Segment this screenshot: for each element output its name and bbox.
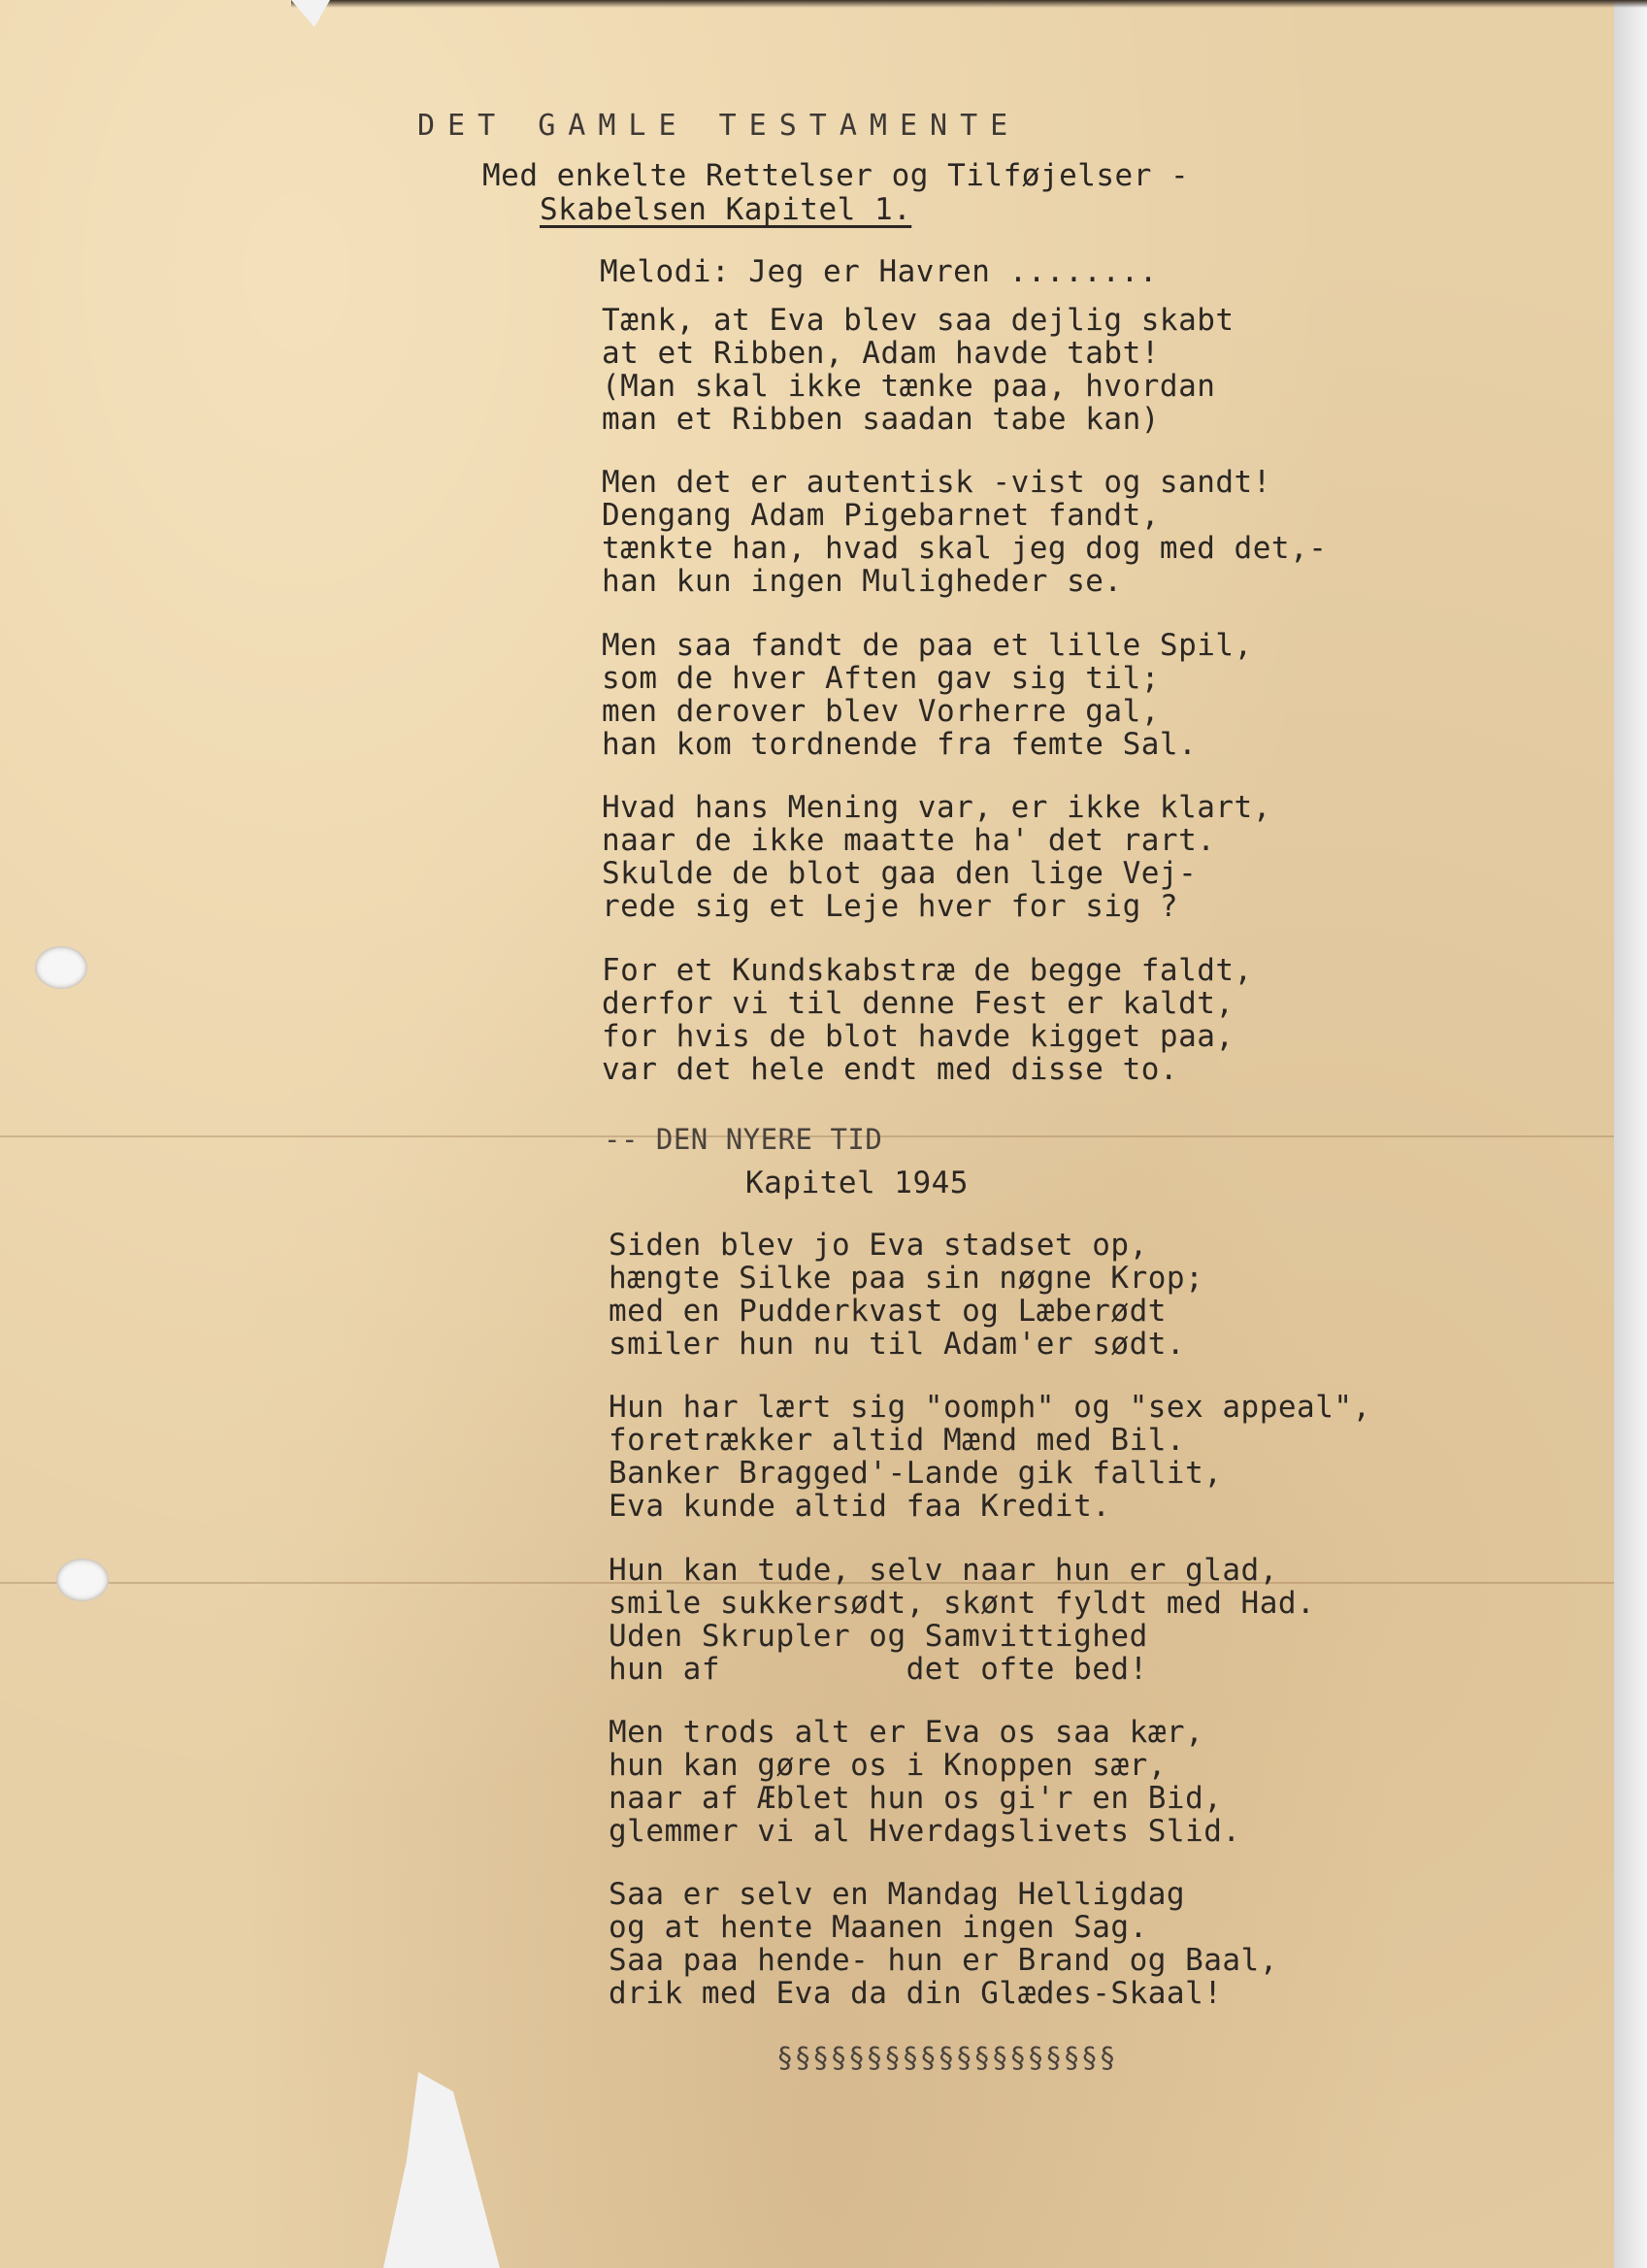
verse-line: Men saa fandt de paa et lille Spil,: [602, 628, 1253, 663]
verse-line: naar af Æblet hun os gi'r en Bid,: [609, 1781, 1223, 1816]
verse-line: Eva kunde altid faa Kredit.: [609, 1489, 1111, 1524]
verse-line: Saa er selv en Mandag Helligdag: [609, 1877, 1186, 1912]
section-heading: -- DEN NYERE TID: [604, 1123, 883, 1156]
verse-line: man et Ribben saadan tabe kan): [602, 402, 1160, 437]
verse-line: Men trods alt er Eva os saa kær,: [609, 1715, 1204, 1750]
verse-line: rede sig et Leje hver for sig ?: [602, 889, 1179, 924]
verse-line: som de hver Aften gav sig til;: [602, 661, 1160, 696]
verse-line: Dengang Adam Pigebarnet fandt,: [602, 498, 1160, 533]
stanza: [602, 954, 1253, 1086]
verse-line: Banker Bragged'-Lande gik fallit,: [609, 1456, 1223, 1491]
verse-line: derfor vi til denne Fest er kaldt,: [602, 986, 1235, 1021]
verse-line: (Man skal ikke tænke paa, hvordan: [602, 369, 1216, 404]
verse-line: smile sukkersødt, skønt fyldt med Had.: [609, 1586, 1316, 1621]
verse-line: Hvad hans Mening var, er ikke klart,: [602, 790, 1271, 825]
verse-line: for hvis de blot havde kigget paa,: [602, 1019, 1235, 1054]
verse-line: hun af det ofte bed!: [609, 1652, 1148, 1687]
section-chapter: Kapitel 1945: [745, 1166, 969, 1200]
verse-line: Siden blev jo Eva stadset op,: [609, 1228, 1148, 1263]
verse-line: med en Pudderkvast og Læberødt: [609, 1294, 1167, 1329]
document-subtitle: Med enkelte Rettelser og Tilføjelser -: [482, 158, 1190, 193]
verse-line: at et Ribben, Adam havde tabt!: [602, 336, 1160, 371]
stanza: [602, 304, 1235, 436]
document-title: DET GAMLE TESTAMENTE: [417, 109, 1021, 143]
verse-line: tænkte han, hvad skal jeg dog med det,-: [602, 531, 1328, 566]
verse-line: var det hele endt med disse to.: [602, 1052, 1179, 1087]
stanza: [609, 1554, 1315, 1686]
chapter-heading: Skabelsen Kapitel 1.: [540, 192, 912, 227]
verse-line: glemmer vi al Hverdagslivets Slid.: [609, 1814, 1241, 1849]
stanza: [609, 1391, 1371, 1523]
verse-line: foretrækker altid Mænd med Bil.: [609, 1423, 1186, 1458]
verse-line: Hun kan tude, selv naar hun er glad,: [609, 1553, 1278, 1588]
verse-line: men derover blev Vorherre gal,: [602, 694, 1160, 729]
melody-line: Melodi: Jeg er Havren ........: [600, 254, 1158, 289]
verse-line: han kom tordnende fra femte Sal.: [602, 727, 1198, 762]
verse-line: smiler hun nu til Adam'er sødt.: [609, 1327, 1186, 1362]
verse-line: Tænk, at Eva blev saa dejlig skabt: [602, 303, 1235, 338]
verse-line: Uden Skrupler og Samvittighed: [609, 1619, 1148, 1654]
verse-line: Saa paa hende- hun er Brand og Baal,: [609, 1943, 1278, 1978]
verse-line: For et Kundskabstræ de begge faldt,: [602, 953, 1253, 988]
stanza: [602, 791, 1271, 923]
verse-line: han kun ingen Muligheder se.: [602, 564, 1123, 599]
verse-line: Hun har lært sig "oomph" og "sex appeal",: [609, 1390, 1371, 1425]
stanza: [609, 1716, 1241, 1848]
stanza: [609, 1878, 1278, 2010]
stanza: [602, 466, 1327, 598]
verse-line: naar de ikke maatte ha' det rart.: [602, 823, 1216, 858]
end-ornament: §§§§§§§§§§§§§§§§§§§: [776, 2041, 1117, 2074]
verse-line: drik med Eva da din Glædes-Skaal!: [609, 1976, 1223, 2011]
stanza: [609, 1229, 1203, 1361]
verse-line: hængte Silke paa sin nøgne Krop;: [609, 1261, 1204, 1296]
verse-line: hun kan gøre os i Knoppen sær,: [609, 1748, 1167, 1783]
verse-line: Skulde de blot gaa den lige Vej-: [602, 856, 1198, 891]
verse-line: og at hente Maanen ingen Sag.: [609, 1910, 1148, 1945]
stanza: [602, 629, 1253, 761]
verse-line: Men det er autentisk -vist og sandt!: [602, 465, 1271, 500]
